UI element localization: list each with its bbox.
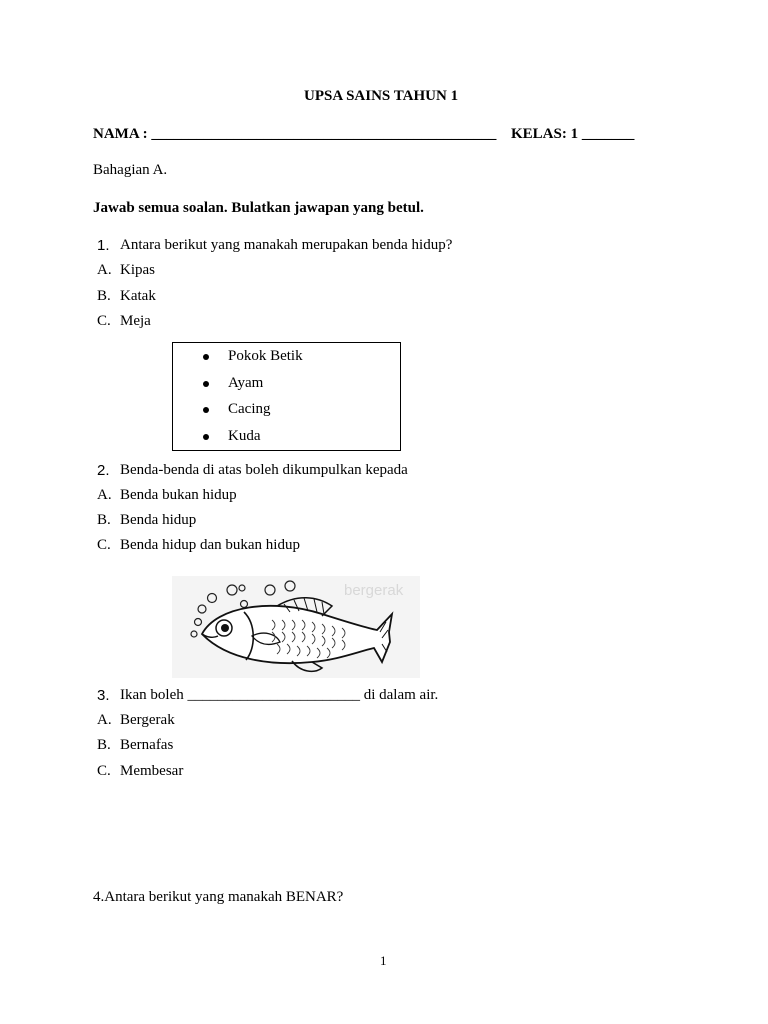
fish-illustration [172, 576, 420, 678]
option-letter: C. [97, 763, 111, 779]
section-label: Bahagian A. [93, 162, 168, 178]
option-text: Benda hidup [120, 512, 197, 528]
items-box [172, 342, 401, 451]
box-item: Ayam [228, 375, 264, 391]
option-text: Benda bukan hidup [120, 487, 237, 503]
box-item: Cacing [228, 401, 271, 417]
question-4-text: 4.Antara berikut yang manakah BENAR? [93, 889, 344, 905]
option-text: Bergerak [120, 712, 175, 728]
option-letter: C. [97, 537, 111, 553]
option-letter: A. [97, 712, 112, 728]
option-text: Kipas [120, 262, 155, 278]
option-letter: A. [97, 262, 112, 278]
question-number: 3. [97, 687, 110, 704]
faded-image-text: bergerak [344, 582, 404, 599]
page-number: 1 [380, 953, 387, 968]
instruction: Jawab semua soalan. Bulatkan jawapan yang betul. [93, 200, 424, 216]
question-text: Ikan boleh _______________________ di dalam air. [120, 687, 439, 703]
bullet-icon [203, 434, 209, 440]
bullet-icon [203, 407, 209, 413]
box-item: Pokok Betik [228, 348, 303, 364]
page-title: UPSA SAINS TAHUN 1 [304, 88, 459, 104]
option-letter: C. [97, 313, 111, 329]
option-text: Meja [120, 313, 151, 329]
question-number: 2. [97, 462, 110, 479]
option-letter: A. [97, 487, 112, 503]
option-text: Membesar [120, 763, 184, 779]
nama-field: NAMA : ______________________________________________ [93, 126, 497, 142]
box-item: Kuda [228, 428, 261, 444]
option-text: Benda hidup dan bukan hidup [120, 537, 300, 553]
kelas-field: KELAS: 1 _______ [511, 126, 635, 142]
question-text: Benda-benda di atas boleh dikumpulkan kepada [120, 462, 408, 478]
bullet-icon [203, 381, 209, 387]
option-letter: B. [97, 737, 111, 753]
option-letter: B. [97, 512, 111, 528]
question-text: Antara berikut yang manakah merupakan benda hidup? [120, 237, 453, 253]
option-text: Bernafas [120, 737, 174, 753]
option-text: Katak [120, 288, 156, 304]
bullet-icon [203, 354, 209, 360]
question-number: 1. [97, 237, 110, 254]
option-letter: B. [97, 288, 111, 304]
